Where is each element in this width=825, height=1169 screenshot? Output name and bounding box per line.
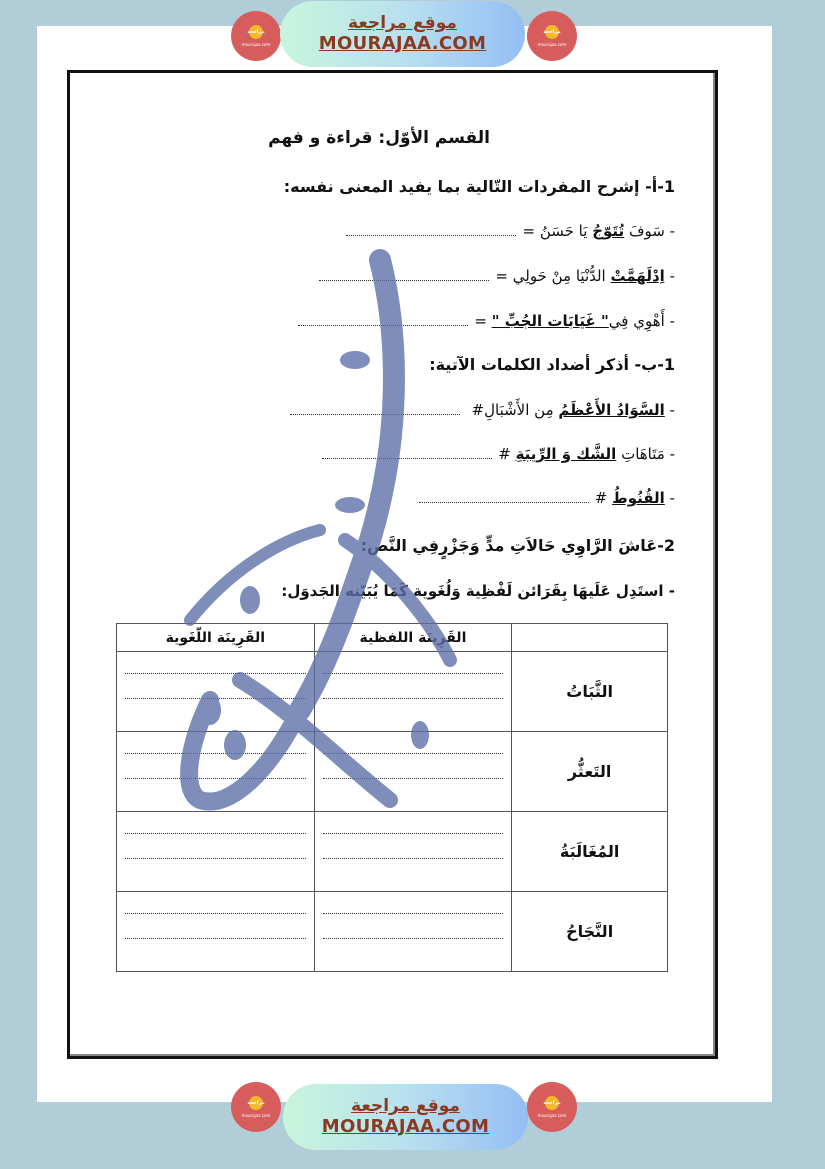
table-row	[117, 892, 668, 972]
lafdhiya-answer-cell[interactable]	[314, 892, 512, 972]
q1a-item-1	[346, 222, 675, 240]
table-header-lafdhiya: القَرِينَة اللفظية	[314, 624, 512, 652]
item-suffix: #	[594, 489, 613, 507]
banner-site-name: MOURAJAA.COM	[321, 1116, 490, 1137]
item-prefix: - سَوفَ	[624, 222, 675, 240]
answer-blank[interactable]	[319, 270, 489, 281]
banner-arabic-title: موقع مراجعة	[351, 1096, 460, 1116]
item-keyword: اِدْلَهَمَّتْ	[610, 267, 665, 285]
logo-badge-icon: مراجعة	[545, 25, 559, 39]
lughawiya-answer-cell[interactable]	[117, 732, 315, 812]
site-logo-right[interactable]	[527, 1082, 577, 1132]
lafdhiya-answer-cell[interactable]	[314, 652, 512, 732]
q1b-item-2	[322, 445, 675, 463]
table-row	[117, 732, 668, 812]
lughawiya-answer-cell[interactable]	[117, 892, 315, 972]
answer-blank[interactable]	[290, 404, 460, 415]
item-suffix: الدُّنْيَا مِنْ حَولِي =	[495, 267, 611, 285]
q1b-item-3	[419, 489, 675, 507]
logo-site-text: mourajaa.com	[537, 1113, 567, 1118]
logo-site-text: mourajaa.com	[537, 42, 567, 47]
lughawiya-answer-cell[interactable]	[117, 812, 315, 892]
q1b-heading: 1-ب- أذكر أضداد الكلمات الآتية:	[429, 355, 675, 374]
q2-instruction: - استَدِل عَلَيهَا بِقَرَائن لَفْظِية وَلُغَوية كَمَا يُبَيّنه الجَدوَل:	[281, 582, 675, 600]
logo-badge-icon: مراجعة	[249, 1096, 263, 1110]
table-row	[117, 812, 668, 892]
lughawiya-answer-cell[interactable]	[117, 652, 315, 732]
table-header-word	[512, 624, 668, 652]
item-prefix: -	[664, 267, 675, 285]
table-word-cell: المُغَالَبَةُ	[512, 812, 668, 892]
table-row	[117, 652, 668, 732]
item-keyword: السَّوَادُ الأَعْظَمُ	[558, 401, 665, 419]
lafdhiya-answer-cell[interactable]	[314, 732, 512, 812]
q2-heading: 2-عَاشَ الرَّاوِي حَالاَتِ مدٍّ وَجَزْرٍفِي النَّص:	[360, 536, 675, 555]
answer-blank[interactable]	[322, 448, 492, 459]
q1b-item-1	[290, 401, 675, 419]
table-word-cell: الثَّبَاتُ	[512, 652, 668, 732]
q1a-item-3	[298, 312, 675, 330]
logo-site-text: mourajaa.com	[241, 1113, 271, 1118]
item-keyword: الشَّك وَ الرِّيبَةِ	[515, 445, 617, 463]
item-keyword: القُنُوطُ	[612, 489, 665, 507]
item-prefix: -	[664, 401, 675, 419]
site-banner-link[interactable]	[283, 1084, 528, 1150]
section-title: القسم الأوّل: قراءة و فهم	[268, 128, 490, 148]
table-word-cell: التَعثُّر	[512, 732, 668, 812]
item-suffix: مِن الأَشْبَالِ#	[471, 401, 559, 419]
item-prefix: - مَتَاهَاتِ	[616, 445, 675, 463]
site-logo-left[interactable]	[231, 1082, 281, 1132]
lafdhiya-answer-cell[interactable]	[314, 812, 512, 892]
item-prefix: - أَهْوِي فِي	[608, 312, 675, 330]
table-header-lughawiya: القَرِينَة اللّغَوية	[117, 624, 315, 652]
item-prefix: -	[664, 489, 675, 507]
answer-blank[interactable]	[298, 315, 468, 326]
table-header-row	[117, 624, 668, 652]
item-suffix: يَا حَسَنُ =	[522, 222, 593, 240]
evidence-table	[116, 623, 668, 972]
banner-site-name: MOURAJAA.COM	[318, 33, 487, 54]
logo-badge-icon: مراجعة	[545, 1096, 559, 1110]
q1a-heading: 1-أ- إشرح المفردات التّالية بما يفيد المعنى نفسه:	[283, 177, 675, 196]
answer-blank[interactable]	[419, 492, 589, 503]
answer-blank[interactable]	[346, 225, 516, 236]
bottom-banner	[0, 1080, 825, 1160]
logo-badge-icon: مراجعة	[249, 25, 263, 39]
banner-arabic-title: موقع مراجعة	[348, 13, 457, 33]
item-suffix: #	[498, 445, 516, 463]
q1a-item-2	[319, 267, 675, 285]
item-keyword: تُتَوّجُ	[592, 222, 625, 240]
item-keyword: " غَيَابَات الجُبِّ "	[491, 312, 609, 330]
logo-site-text: mourajaa.com	[241, 42, 271, 47]
item-suffix: =	[474, 312, 492, 330]
table-word-cell: النَّجَاحُ	[512, 892, 668, 972]
